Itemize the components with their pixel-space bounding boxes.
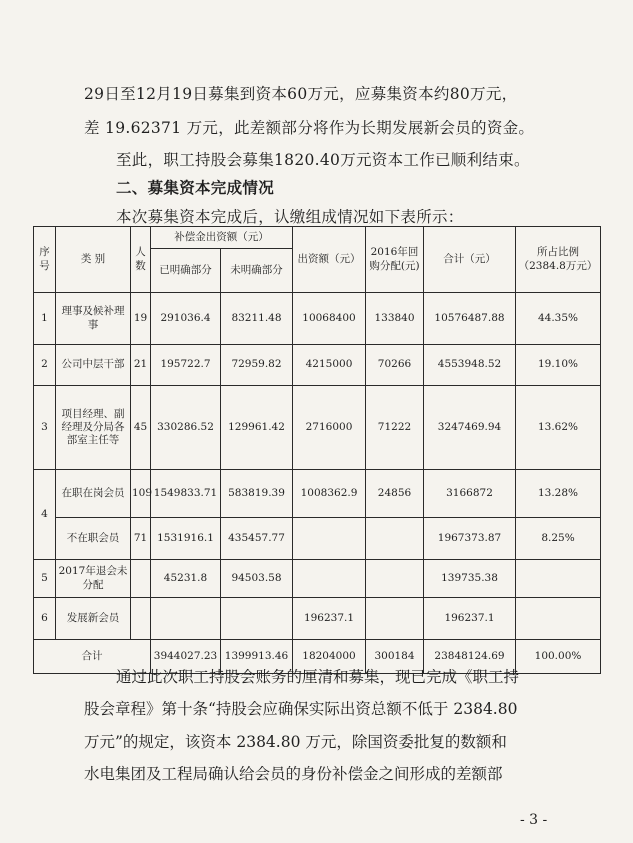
cell-category: 2017年退会未分配 (56, 560, 131, 598)
cell-seq: 4 (34, 470, 56, 560)
cell-seq: 6 (34, 598, 56, 640)
cell-category: 不在职会员 (56, 518, 131, 560)
cell-unknown: 1399913.46 (221, 640, 293, 674)
cell-capital: 10068400 (293, 293, 366, 345)
cell-known: 1549833.71 (151, 470, 221, 518)
cell-known: 291036.4 (151, 293, 221, 345)
cell-known: 330286.52 (151, 386, 221, 470)
header-total: 合计（元） (424, 227, 516, 293)
cell-known: 195722.7 (151, 345, 221, 386)
header-compensation: 补偿金出资额（元） (151, 227, 293, 249)
cell-total: 139735.38 (424, 560, 516, 598)
cell-people (131, 598, 151, 640)
cell-seq: 3 (34, 386, 56, 470)
cell-unknown (221, 598, 293, 640)
capital-table (33, 226, 601, 674)
cell-buyback (366, 518, 424, 560)
table-row (34, 598, 601, 640)
cell-category: 项目经理、副经理及分局各部室主任等 (56, 386, 131, 470)
paragraph-line: 本次募集资本完成后，认缴组成情况如下表所示： (116, 208, 464, 226)
cell-unknown: 94503.58 (221, 560, 293, 598)
header-comp-known: 已明确部分 (151, 249, 221, 293)
cell-ratio: 44.35% (516, 293, 601, 345)
header-category: 类 别 (56, 227, 131, 293)
cell-category: 公司中层干部 (56, 345, 131, 386)
cell-ratio: 100.00% (516, 640, 601, 674)
cell-unknown: 435457.77 (221, 518, 293, 560)
cell-total: 196237.1 (424, 598, 516, 640)
cell-seq: 1 (34, 293, 56, 345)
table-row (34, 386, 601, 470)
cell-buyback (366, 598, 424, 640)
cell-seq: 2 (34, 345, 56, 386)
cell-ratio (516, 560, 601, 598)
cell-ratio: 13.62% (516, 386, 601, 470)
cell-total: 23848124.69 (424, 640, 516, 674)
section-heading: 二、募集资本完成情况 (116, 178, 275, 197)
cell-buyback (366, 560, 424, 598)
table-row (34, 518, 601, 560)
cell-buyback: 71222 (366, 386, 424, 470)
cell-sum-label: 合计 (34, 640, 151, 674)
cell-people: 19 (131, 293, 151, 345)
cell-people: 21 (131, 345, 151, 386)
table-row (34, 470, 601, 518)
cell-capital: 4215000 (293, 345, 366, 386)
cell-capital: 1008362.9 (293, 470, 366, 518)
paragraph-line: 水电集团及工程局确认给会员的身份补偿金之间形成的差额部 (84, 765, 503, 783)
cell-known: 45231.8 (151, 560, 221, 598)
paragraph-line: 差 19.62371 万元，此差额部分将作为长期发展新会员的资金。 (84, 119, 535, 137)
header-people: 人数 (131, 227, 151, 293)
table-row (34, 293, 601, 345)
paragraph-line: 29日至12月19日募集到资本60万元，应募集资本约80万元， (84, 85, 518, 103)
page-number: - 3 - (520, 812, 548, 828)
paragraph-line: 通过此次职工持股会账务的厘清和募集，现已完成《职工持 (116, 668, 520, 686)
cell-total: 3166872 (424, 470, 516, 518)
cell-unknown: 72959.82 (221, 345, 293, 386)
header-comp-unknown: 未明确部分 (221, 249, 293, 293)
cell-ratio: 8.25% (516, 518, 601, 560)
cell-people (131, 560, 151, 598)
cell-unknown: 83211.48 (221, 293, 293, 345)
cell-capital (293, 518, 366, 560)
cell-total: 1967373.87 (424, 518, 516, 560)
table-row (34, 345, 601, 386)
cell-buyback: 70266 (366, 345, 424, 386)
header-capital: 出资额（元） (293, 227, 366, 293)
paragraph-line: 股会章程》第十条“持股会应确保实际出资总额不低于 2384.80 (84, 700, 518, 718)
header-seq: 序号 (34, 227, 56, 293)
paragraph-line: 至此，职工持股会募集1820.40万元资本工作已顺利结束。 (116, 151, 530, 169)
cell-known: 3944027.23 (151, 640, 221, 674)
cell-total: 4553948.52 (424, 345, 516, 386)
cell-buyback: 133840 (366, 293, 424, 345)
table-row (34, 560, 601, 598)
cell-unknown: 583819.39 (221, 470, 293, 518)
cell-people: 71 (131, 518, 151, 560)
cell-buyback: 300184 (366, 640, 424, 674)
cell-capital: 18204000 (293, 640, 366, 674)
header-buyback: 2016年回购分配(元) (366, 227, 424, 293)
cell-capital (293, 560, 366, 598)
cell-category: 在职在岗会员 (56, 470, 131, 518)
cell-ratio: 19.10% (516, 345, 601, 386)
cell-unknown: 129961.42 (221, 386, 293, 470)
cell-ratio (516, 598, 601, 640)
cell-category: 发展新会员 (56, 598, 131, 640)
cell-ratio: 13.28% (516, 470, 601, 518)
cell-buyback: 24856 (366, 470, 424, 518)
cell-category: 理事及候补理事 (56, 293, 131, 345)
cell-known (151, 598, 221, 640)
paragraph-line: 万元”的规定，该资本 2384.80 万元，除国资委批复的数额和 (84, 733, 507, 751)
cell-people: 45 (131, 386, 151, 470)
cell-seq: 5 (34, 560, 56, 598)
cell-known: 1531916.1 (151, 518, 221, 560)
header-ratio: 所占比例（2384.8万元） (516, 227, 601, 293)
cell-capital: 196237.1 (293, 598, 366, 640)
cell-people: 109 (131, 470, 151, 518)
cell-total: 3247469.94 (424, 386, 516, 470)
cell-total: 10576487.88 (424, 293, 516, 345)
cell-capital: 2716000 (293, 386, 366, 470)
